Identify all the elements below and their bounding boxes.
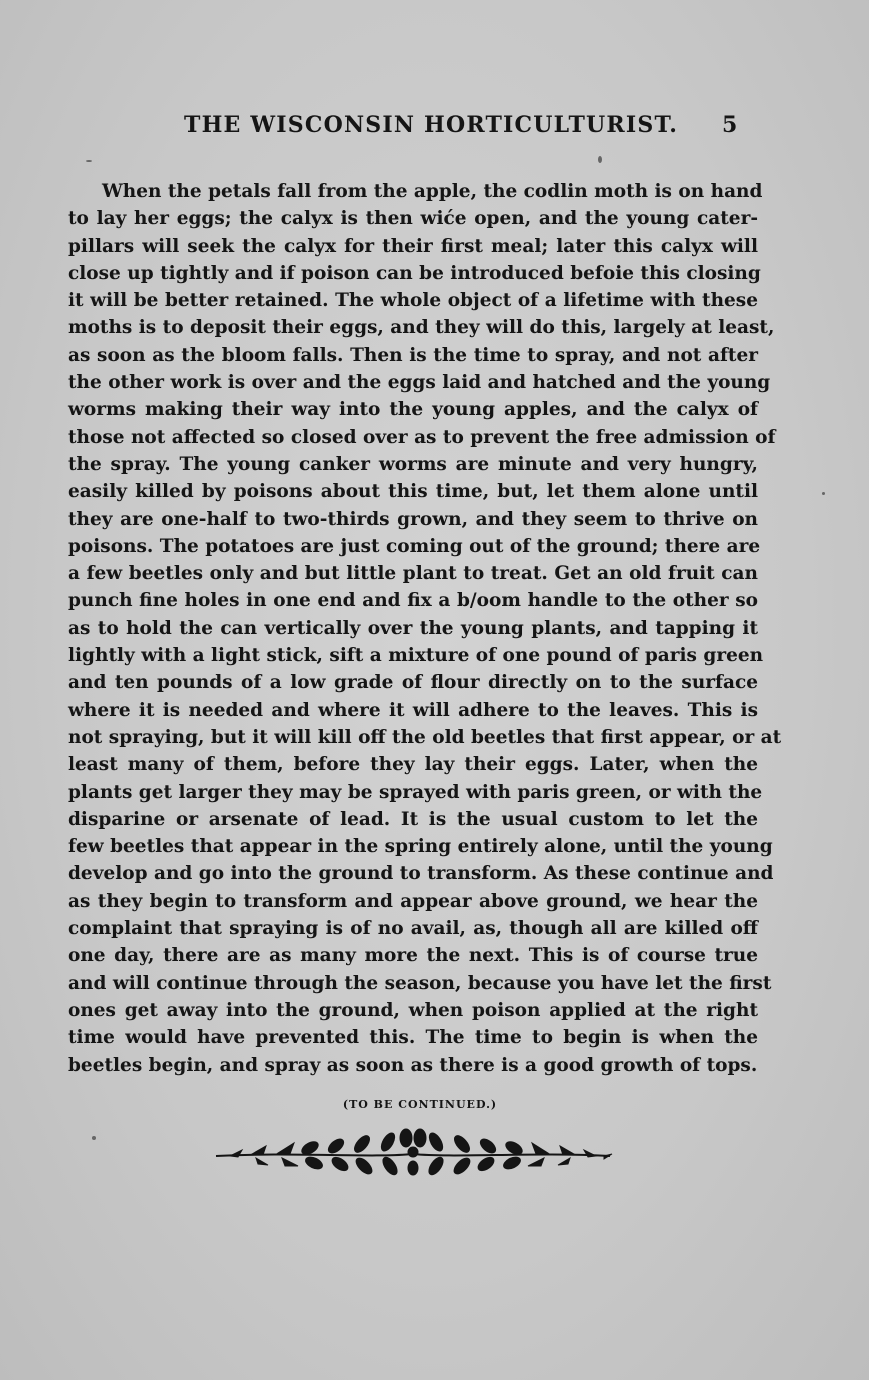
text-line: and will continue through the season, because you have let the first xyxy=(68,972,772,994)
text-line: worms making their way into the young apples, and the calyx of xyxy=(68,399,758,421)
scan-speck xyxy=(598,156,602,163)
continued-note: (TO BE CONTINUED.) xyxy=(342,1098,498,1111)
text-line: develop and go into the ground to transform. As these continue and xyxy=(68,863,774,885)
text-line: one day, there are as many more the next. This is of course true xyxy=(68,945,758,967)
text-line: a few beetles only and but little plant to treat. Get an old fruit can xyxy=(68,563,758,585)
text-line: beetles begin, and spray as soon as there is a good growth of tops. xyxy=(68,1054,758,1076)
text-line: least many of them, before they lay their eggs. Later, when the xyxy=(68,754,758,776)
text-line: as soon as the bloom falls. Then is the time to spray, and not after xyxy=(68,344,758,366)
text-line: the spray. The young canker worms are minute and very hungry, xyxy=(68,453,758,475)
scan-speck xyxy=(92,1136,96,1140)
text-line: to lay her eggs; the calyx is then wiće open, and the young cater- xyxy=(68,208,758,230)
text-line: it will be better retained. The whole object of a lifetime with these xyxy=(68,290,758,312)
text-line: they are one-half to two-thirds grown, and they seem to thrive on xyxy=(68,508,758,530)
text-line: lightly with a light stick, sift a mixture of one pound of paris green xyxy=(68,645,764,667)
text-line: When the petals fall from the apple, the codlin moth is on hand xyxy=(102,181,763,202)
text-line: poisons. The potatoes are just coming out of the ground; there are xyxy=(68,535,761,557)
text-line: ones get away into the ground, when poison applied at the right xyxy=(68,999,758,1021)
text-line: time would have prevented this. The time to begin is when the xyxy=(68,1027,758,1049)
scan-speck xyxy=(822,492,825,495)
text-line: easily killed by poisons about this time, but, let them alone until xyxy=(68,481,758,503)
text-line: punch fine holes in one end and fix a b/oom handle to the other so xyxy=(68,590,758,612)
text-line: disparine or arsenate of lead. It is the usual custom to let the xyxy=(68,808,758,830)
running-head-title: THE WISCONSIN HORTICULTURIST. xyxy=(184,112,679,138)
text-line: those not affected so closed over as to prevent the free admission of xyxy=(68,426,776,448)
text-line: moths is to deposit their eggs, and they will do this, largely at least, xyxy=(68,317,775,339)
text-line: few beetles that appear in the spring entirely alone, until the young xyxy=(68,836,773,858)
leaf-vine-ornament-icon xyxy=(212,1128,614,1176)
text-line: pillars will seek the calyx for their first meal; later this calyx will xyxy=(68,235,758,257)
scan-speck xyxy=(86,160,92,162)
text-line: as they begin to transform and appear above ground, we hear the xyxy=(68,890,758,912)
page-number: 5 xyxy=(722,112,738,138)
text-line: and ten pounds of a low grade of flour directly on to the surface xyxy=(68,672,758,694)
text-line: not spraying, but it will kill off the old beetles that first appear, or at xyxy=(68,726,782,748)
article-body xyxy=(68,178,782,1079)
text-line: as to hold the can vertically over the young plants, and tapping it xyxy=(68,617,758,639)
text-line: plants get larger they may be sprayed with paris green, or with the xyxy=(68,781,763,803)
text-line: the other work is over and the eggs laid and hatched and the young xyxy=(68,372,771,394)
text-line: where it is needed and where it will adhere to the leaves. This is xyxy=(68,699,758,721)
text-line: close up tightly and if poison can be introduced befoie this closing xyxy=(68,262,761,284)
text-line: complaint that spraying is of no avail, as, though all are killed off xyxy=(68,918,758,940)
